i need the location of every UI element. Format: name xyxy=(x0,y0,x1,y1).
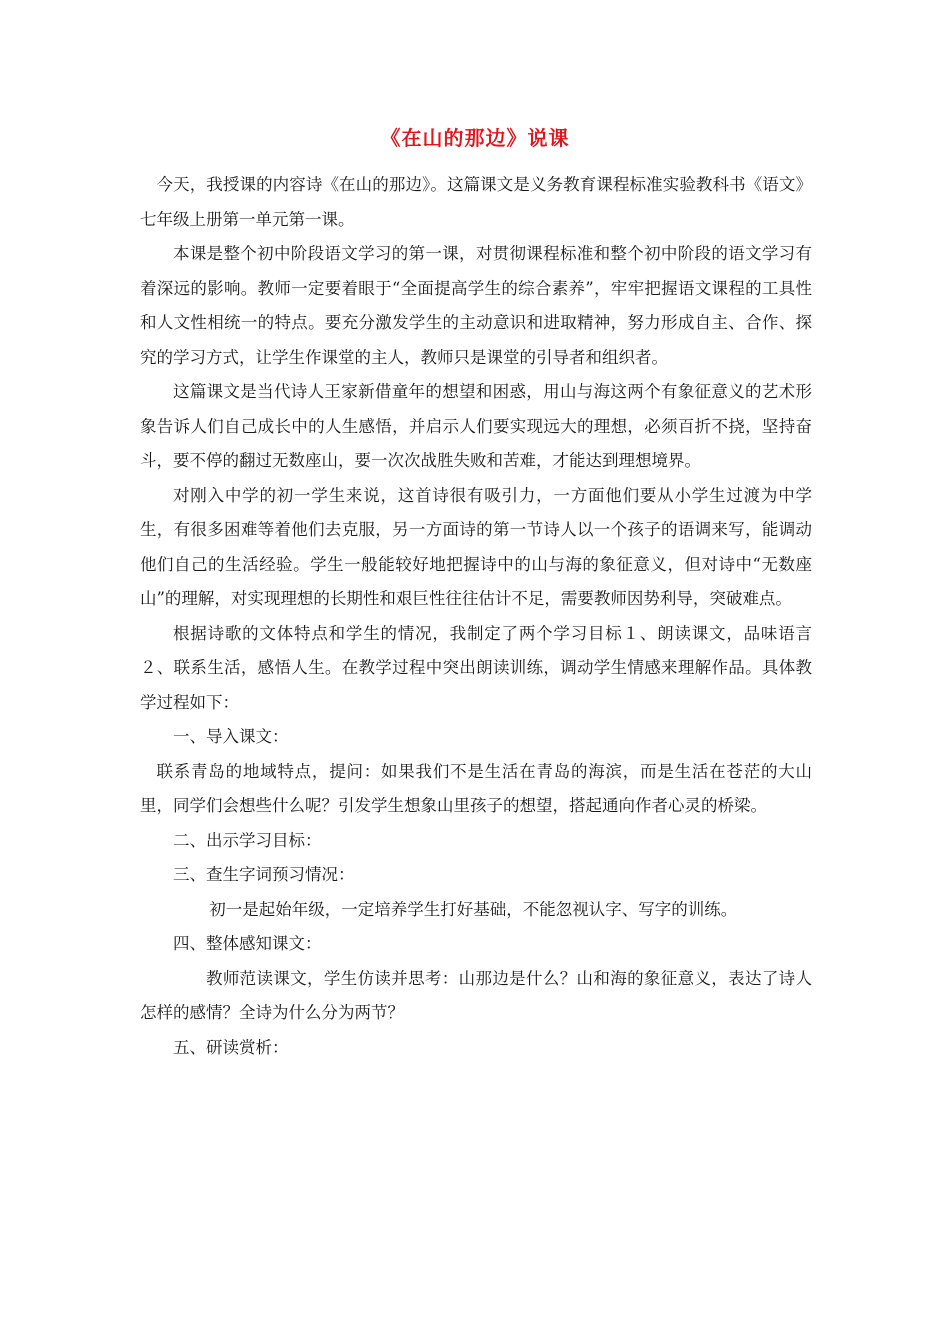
section-heading-4: 四、整体感知课文： xyxy=(173,934,322,953)
document-body xyxy=(140,168,812,1065)
section-body-4: 教师范读课文，学生仿读并思考：山那边是什么？山和海的象征意义，表达了诗人怎样的感情？全诗为什么分为两节？ xyxy=(140,968,812,1022)
paragraph-significance: 本课是整个初中阶段语文学习的第一课，对贯彻课程标准和整个初中阶段的语文学习有着深远的影响。教师一定要着眼于“全面提高学生的综合素养”，牢牢把握语文课程的工具性和人文性相统一的特点。要充分激发学生的主动意识和进取精神，努力形成自主、合作、探究的学习方式，让学生作课堂的主人，教师只是课堂的引导者和组织者。 xyxy=(140,244,812,367)
document-title: 《在山的那边》说课 xyxy=(380,126,570,150)
paragraph-intro: 今天，我授课的内容诗《在山的那边》。这篇课文是义务教育课程标准实验教科书《语文》七年级上册第一单元第一课。 xyxy=(140,175,812,229)
section-body-3: 初一是起始年级，一定培养学生打好基础，不能忽视认字、写字的训练。 xyxy=(209,899,738,919)
paragraph-text-analysis: 这篇课文是当代诗人王家新借童年的想望和困惑，用山与海这两个有象征意义的艺术形象告诉人们自己成长中的人生感悟，并启示人们要实现远大的理想，必须百折不挠，坚持奋斗，要不停的翻过无数座山，要一次次战胜失败和苦难，才能达到理想境界。 xyxy=(140,382,812,470)
section-body-1: 联系青岛的地域特点，提问：如果我们不是生活在青岛的海滨，而是生活在苍茫的大山里，同学们会想些什么呢？引发学生想象山里孩子的想望，搭起通向作者心灵的桥梁。 xyxy=(140,761,812,815)
section-heading-2: 二、出示学习目标： xyxy=(173,830,322,850)
section-heading-3: 三、查生字词预习情况： xyxy=(173,865,355,884)
paragraph-goals: 根据诗歌的文体特点和学生的情况，我制定了两个学习目标１、朗读课文，品味语言２、联系生活，感悟人生。在教学过程中突出朗读训练，调动学生情感来理解作品。具体教学过程如下： xyxy=(140,623,812,712)
section-heading-5: 五、研读赏析： xyxy=(173,1037,289,1057)
section-heading-1: 一、导入课文： xyxy=(173,727,289,746)
paragraph-student-analysis: 对刚入中学的初一学生来说，这首诗很有吸引力，一方面他们要从小学生过渡为中学生，有很多困难等着他们去克服，另一方面诗的第一节诗人以一个孩子的语调来写，能调动他们自己的生活经验。学生一般能较好地把握诗中的山与海的象征意义，但对诗中“无数座山”的理解，对实现理想的长期性和艰巨性往往估计不足，需要教师因势利导，突破难点。 xyxy=(140,485,812,608)
